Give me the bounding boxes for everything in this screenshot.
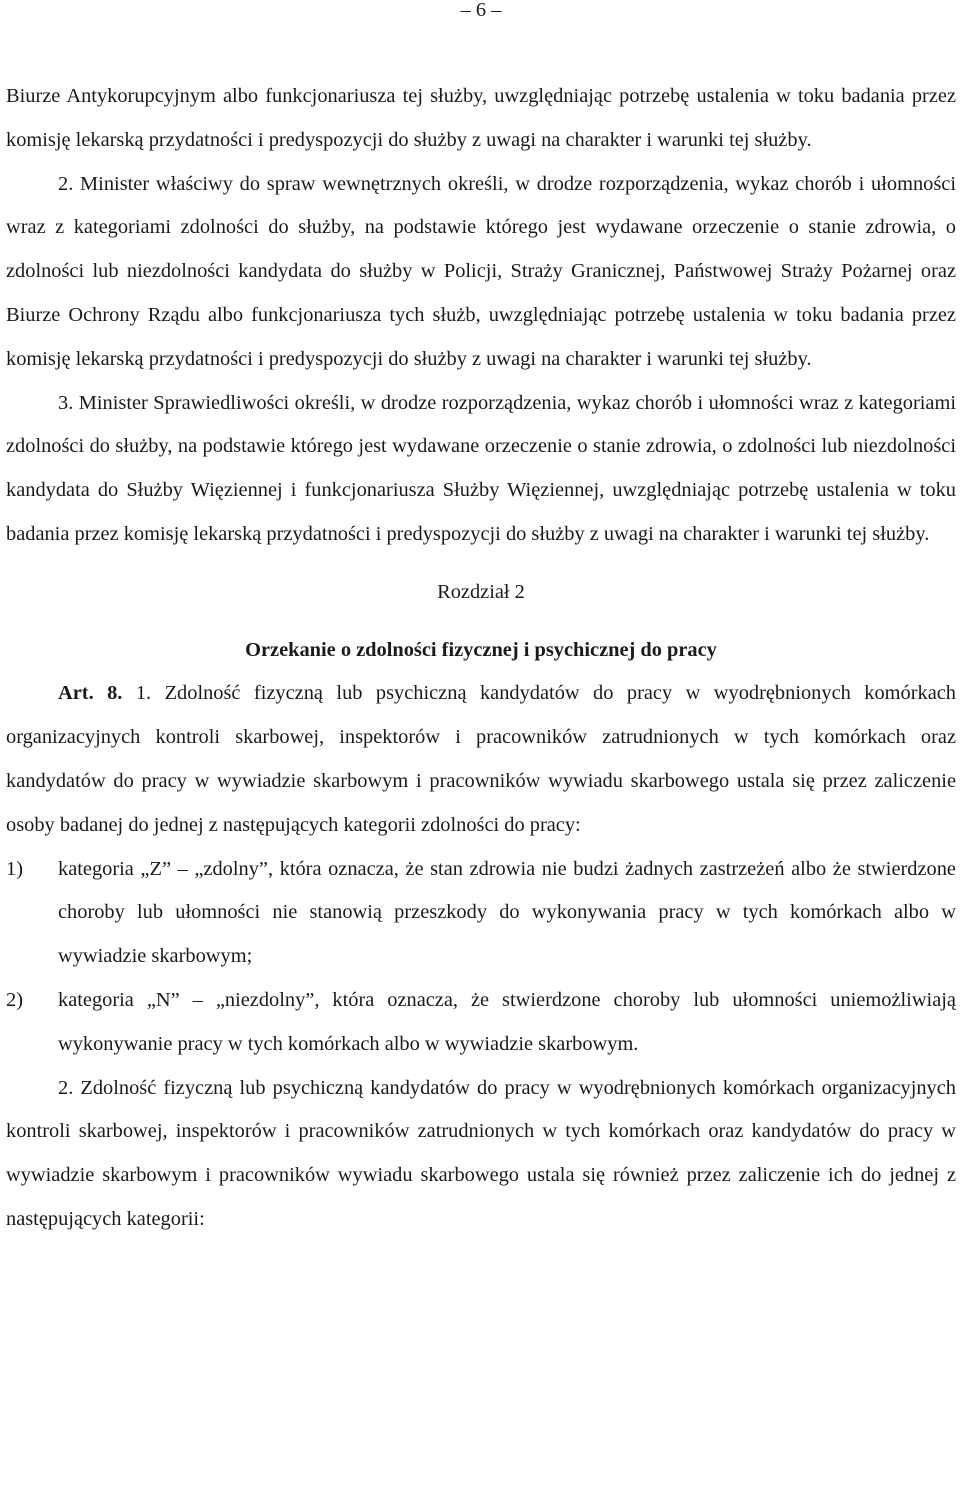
paragraph-3: 3. Minister Sprawiedliwości określi, w drodze rozporządzenia, wykaz chorób i ułomności wraz z kategoriami zdolności do służby, na podstawie którego jest wydawane orzeczenie o stanie zdrowia, o zdolności lub niezdolności kandydata do Służby Więziennej i funkcjonariusza Służby Więziennej, uwzględniając potrzebę ustalenia w toku badania przez komisję lekarską przydatności i predyspozycji do służby z uwagi na charakter i warunki tej służby. [6,391,956,545]
list-item-description: „niezdolny”, która oznacza, że stwierdzone choroby lub ułomności uniemożliwiają wykonywanie pracy w tych komórkach albo w wywiadzie skarbowym. [58,988,956,1055]
page-number: – 6 – [460,0,502,21]
list-item-text [58,848,956,979]
chapter-title: Orzekanie o zdolności fizycznej i psychicznej do pracy [245,638,717,661]
article-label: Art. 8. [58,682,123,705]
paragraph-continuation: Biurze Antykorupcyjnym albo funkcjonariusza tej służby, uwzględniając potrzebę ustalenia w toku badania przez komisję lekarską przydatności i predyspozycji do służby z uwagi na charakter i warunki tej służby. [6,85,956,151]
list-item-category: kategoria „N” [58,988,180,1011]
list-item-text [58,979,956,1067]
chapter-label: Rozdział 2 [437,580,525,603]
paragraph-2: 2. Minister właściwy do spraw wewnętrznych określi, w drodze rozporządzenia, wykaz chorób i ułomności wraz z kategoriami zdolności do służby, na podstawie którego jest wydawane orzeczenie o stanie zdrowia, o zdolności lub niezdolności kandydata do służby w Policji, Straży Granicznej, Państwowej Straży Pożarnej oraz Biurze Ochrony Rządu albo funkcjonariusza tych służb, uwzględniając potrzebę ustalenia w toku badania przez komisję lekarską przydatności i predyspozycji do służby z uwagi na charakter i warunki tej służby. [6,172,956,370]
article-8-paragraph-1 [6,672,956,847]
list-item [6,848,956,979]
list-item [6,979,956,1067]
list-item-dash: – [177,857,188,880]
list-item-category: kategoria „Z” [58,857,171,880]
list-item-number: 2) [6,988,23,1011]
list-item-number: 1) [6,857,23,880]
list-item-description: „zdolny”, która oznacza, że stan zdrowia nie budzi żadnych zastrzeżeń albo że stwierdzone choroby lub ułomności nie stanowią przeszkody do wykonywania pracy w tych komórkach albo w wywiadzie skarbowym; [58,857,956,968]
article-8-paragraph-2: 2. Zdolność fizyczną lub psychiczną kandydatów do pracy w wyodrębnionych komórkach organizacyjnych kontroli skarbowej, inspektorów i pracowników zatrudnionych w tych komórkach oraz kandydatów do pracy w wywiadzie skarbowym i pracowników wywiadu skarbowego ustala się również przez zaliczenie ich do jednej z następujących kategorii: [6,1076,956,1230]
list-item-dash: – [192,988,203,1011]
article-8-text-1: 1. Zdolność fizyczną lub psychiczną kandydatów do pracy w wyodrębnionych komórkach organizacyjnych kontroli skarbowej, inspektorów i pracowników zatrudnionych w tych komórkach oraz kandydatów do pracy w wywiadzie skarbowym i pracowników wywiadu skarbowego ustala się przez zaliczenie osoby badanej do jednej z następujących kategorii zdolności do pracy: [6,682,956,836]
